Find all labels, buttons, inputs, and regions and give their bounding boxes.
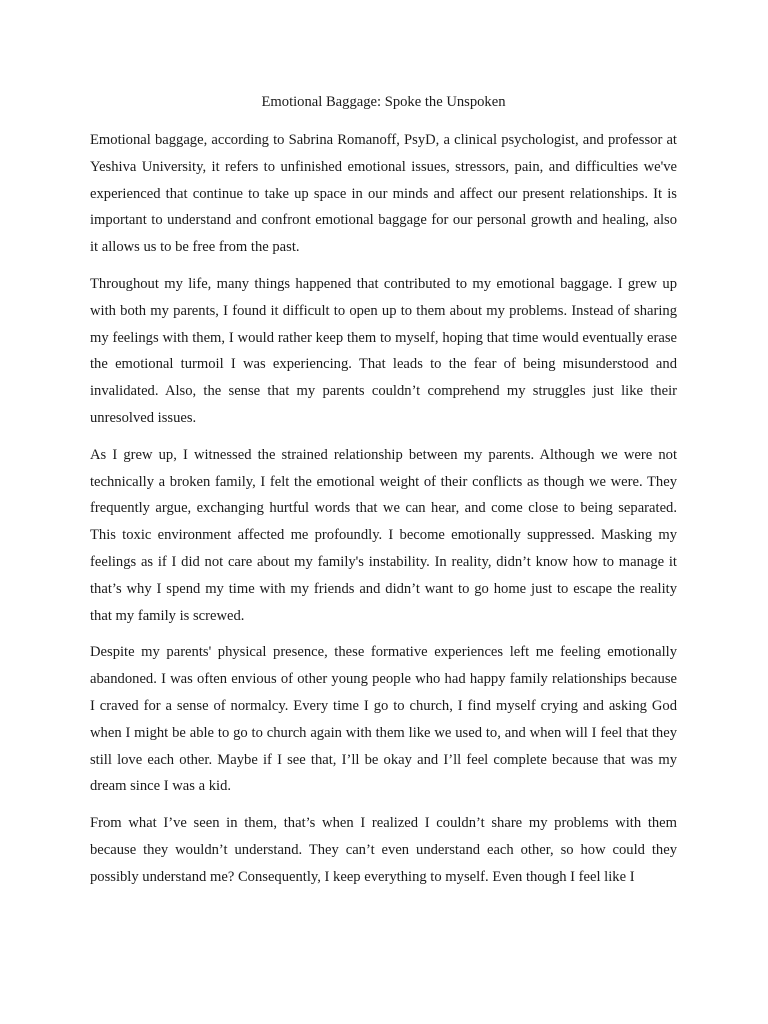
paragraph-5: From what I’ve seen in them, that’s when I realized I couldn’t share my problems with them because they wouldn’t understand. They can’t even understand each other, so how could they possibly understand me? Consequently, I keep everything to myself. Even though I feel like I bbox=[90, 815, 677, 885]
document-title: Emotional Baggage: Spoke the Unspoken bbox=[261, 94, 506, 110]
document-page bbox=[90, 92, 677, 901]
paragraph-1: Emotional baggage, according to Sabrina Romanoff, PsyD, a clinical psychologist, and professor at Yeshiva University, it refers to unfinished emotional issues, stressors, pain, and difficulties we've experienced that continue to take up space in our minds and affect our present relationships. It is important to understand and confront emotional baggage for our personal growth and healing, also it allows us to be free from the past. bbox=[90, 132, 677, 256]
paragraph-2: Throughout my life, many things happened that contributed to my emotional baggage. I grew up with both my parents, I found it difficult to open up to them about my problems. Instead of sharing my feelings with them, I would rather keep them to myself, hoping that time would eventually erase the emotional turmoil I was experiencing. That leads to the fear of being misunderstood and invalidated. Also, the sense that my parents couldn’t comprehend my struggles just like their unresolved issues. bbox=[90, 275, 677, 426]
paragraph-3: As I grew up, I witnessed the strained relationship between my parents. Although we were not technically a broken family, I felt the emotional weight of their conflicts as though we were. They frequently argue, exchanging hurtful words that we can hear, and come close to being separated. This toxic environment affected me profoundly. I become emotionally suppressed. Masking my feelings as if I did not care about my family's instability. In reality, didn’t know how to manage it that’s why I spend my time with my friends and didn’t want to go home just to escape the reality that my family is screwed. bbox=[90, 446, 677, 624]
paragraph-4: Despite my parents' physical presence, these formative experiences left me feeling emotionally abandoned. I was often envious of other young people who had happy family relationships because I craved for a sense of normalcy. Every time I go to church, I find myself crying and asking God when I might be able to go to church again with them like we used to, and when will I feel that they still love each other. Maybe if I see that, I’ll be okay and I’ll feel complete because that was my dream since I was a kid. bbox=[90, 644, 677, 795]
